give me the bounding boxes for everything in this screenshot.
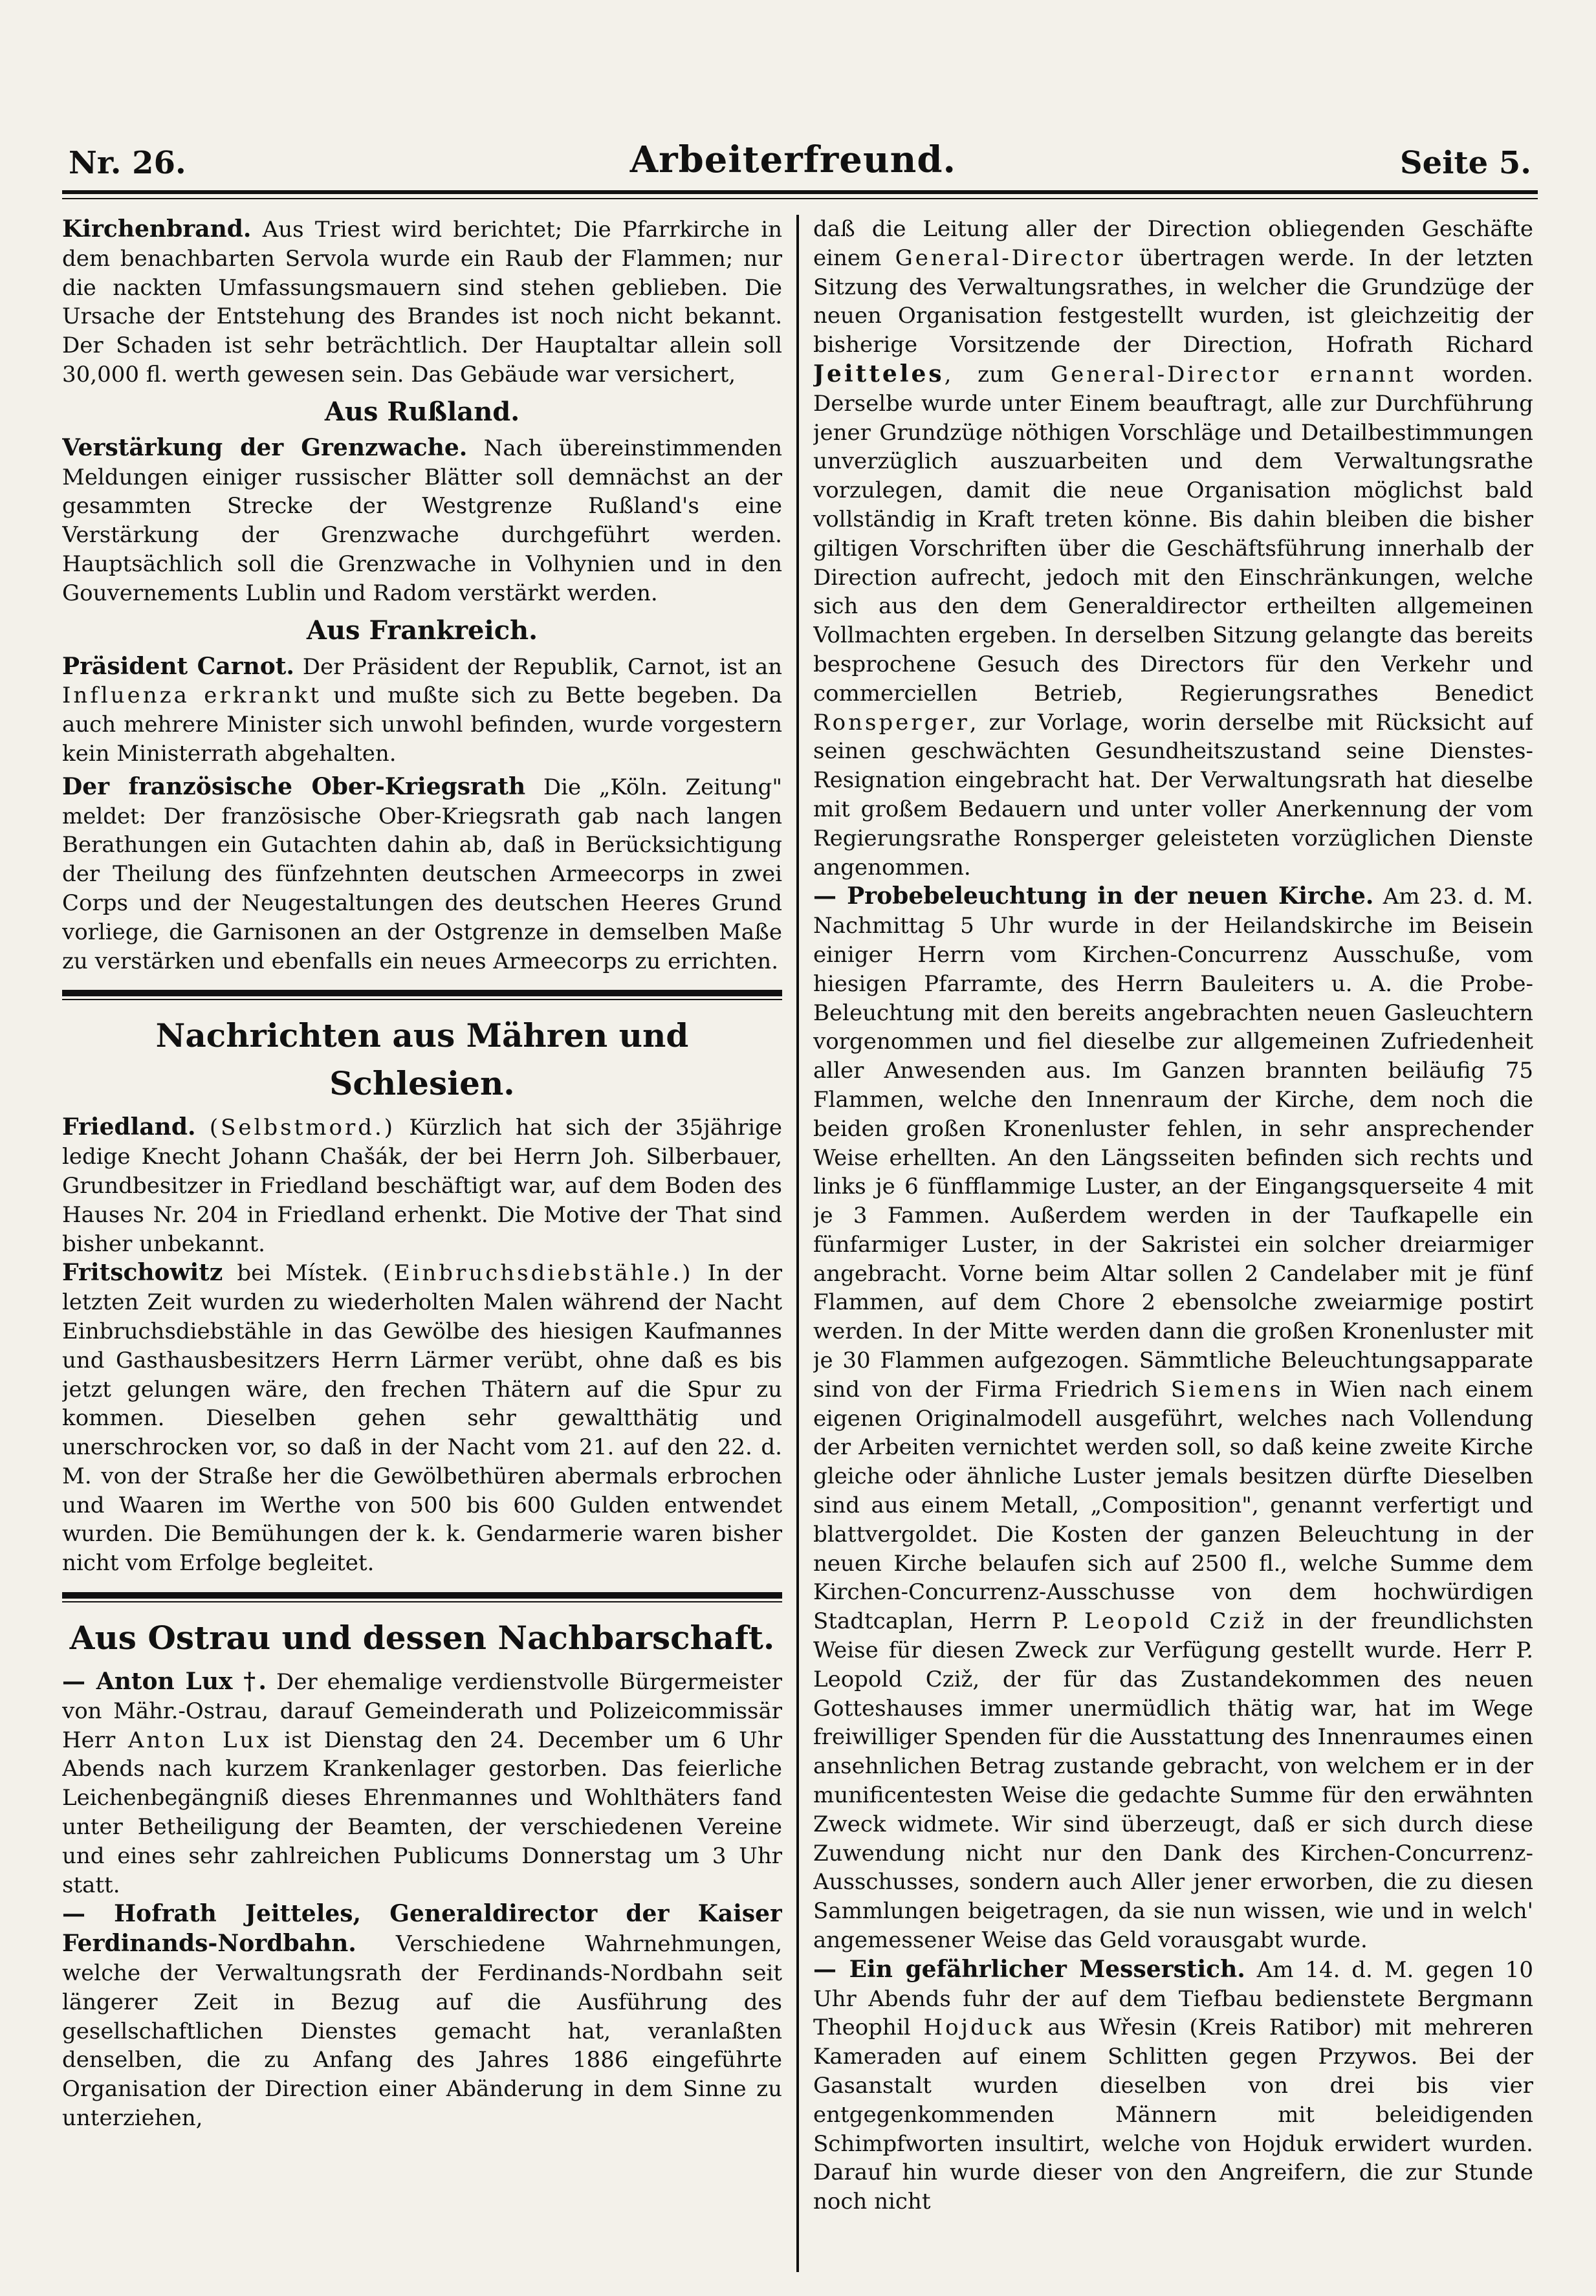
section-rule-thin — [62, 1601, 782, 1602]
article-kirchenbrand — [62, 215, 782, 389]
probe-text-3: in der freundlichsten Weise für diesen Zweck zur Verfügung gestellt wurde. Herr P. Leopold Cziž, der für das Zustandekommen des neuen Gotteshauses immer unermüdlich thätig war, hat im Wege freiwilliger Spenden für die Ausstattung des Innenraumes einen ansehnlichen Betrag zustande gebracht, von welchem er in der munificentesten Weise die gedachte Summe für den erwähnten Zweck widmete. Wir sind überzeugt, daß er sich durch diese Zuwendung nicht nur den Dank des Kirchen-Concurrenz-Ausschusses, sondern auch Aller jener erworben, die zu diesen Sammlungen beigetragen, da sie nun wissen, wie und in welch' angemessener Weise das Geld vorausgabt wurde. — [813, 1608, 1533, 1954]
article-lux — [62, 1667, 782, 1899]
section-rule — [62, 990, 782, 996]
header-rule — [62, 190, 1538, 194]
messer-spaced: Hojduck — [923, 2015, 1035, 2041]
lux-keyword: — Anton Lux †. — [62, 1668, 267, 1696]
fritschowitz-keyword: Fritschowitz — [62, 1259, 223, 1287]
direction-spaced-2: Jeitteles — [813, 360, 945, 388]
lux-text-2: ist Dienstag den 24. December um 6 Uhr Abends nach kurzem Krankenlager gestorben. Das feierliche Leichenbegängniß dieses Ehrenmannes und Wohlthäters fand unter Betheiligung der Beamten, der verschiedenen Vereine und eines sehr zahlreichen Publicums Donnerstag um 3 Uhr statt. — [62, 1727, 782, 1898]
article-fritschowitz — [62, 1258, 782, 1578]
subheading-russland: Aus Rußland. — [324, 396, 520, 427]
kriegsrath-keyword: Der französische Ober-Kriegsrath — [62, 772, 526, 800]
page-header — [62, 110, 1538, 190]
direction-spaced-4: Ronsperger — [813, 709, 970, 736]
article-carnot — [62, 652, 782, 769]
fritschowitz-spaced: (Einbruchsdiebstähle.) — [382, 1260, 694, 1287]
carnot-text-1: Der Präsident der Republik, Carnot, ist an — [302, 653, 782, 680]
direction-text-3: , zum — [944, 361, 1025, 388]
article-direction-continued — [813, 215, 1533, 882]
article-grenzwache — [62, 433, 782, 608]
columns — [62, 215, 1538, 2279]
fritschowitz-text-2: In der letzten Zeit wurden zu wiederholten Malen während der Nacht Einbruchsdiebstähle in das Gewölbe des hiesigen Kaufmannes und Gasthausbesitzers Herrn Lärmer verübt, ohne daß es bis jetzt gelungen wäre, den frechen Thätern auf die Spur zu kommen. Dieselben gehen sehr gewaltthätig und unerschrocken vor, so daß in der Nacht vom 21. auf den 22. d. M. von der Straße her die Gewölbethüren abermals erbrochen und Waaren im Werthe von 500 bis 600 Gulden entwendet wurden. Die Bemühungen der k. k. Gendarmerie waren bisher nicht vom Erfolge begleitet. — [62, 1260, 782, 1577]
direction-text-2: übertragen werde. In der letzten Sitzung des Verwaltungsrathes, in welcher die Grundzüge der neuen Organisation festgestellt wurden, ist gleichzeitig der bisherige Vorsitzende der Direction, Hofrath Richard — [813, 245, 1533, 358]
friedland-text: Kürzlich hat sich der 35jährige ledige Knecht Johann Chašák, der bei Herrn Joh. Silberbauer, Grundbesitzer in Friedland beschäftigt war, auf dem Boden des Hauses Nr. 204 in Friedland erhenkt. Die Motive der That sind bisher unbekannt. — [62, 1115, 782, 1257]
kirchenbrand-text: Aus Triest wird berichtet; Die Pfarrkirche in dem benachbarten Servola wurde ein Raub der Flammen; nur die nackten Umfassungsmauern sind stehen geblieben. Die Ursache der Entstehung des Brandes ist noch nicht bekannt. Der Schaden ist sehr beträchtlich. Der Hauptaltar allein soll 30,000 fl. werth gewesen sein. Das Gebäude war versichert, — [62, 217, 782, 388]
direction-spaced-3: General-Director ernannt — [1050, 361, 1416, 388]
article-messerstich — [813, 1955, 1533, 2216]
fritschowitz-text-1: bei Místek. — [237, 1260, 369, 1287]
grenzwache-text: Nach übereinstimmenden Meldungen einiger russischer Blätter soll demnächst an der gesammten Strecke der Westgrenze Rußland's eine Verstärkung der Grenzwache durchgeführt werden. Hauptsächlich soll die Grenzwache in Volhynien und in den Gouvernements Lublin und Radom verstärkt werden. — [62, 435, 782, 606]
section-heading-ostrau: Aus Ostrau und dessen Nachbarschaft. — [69, 1619, 775, 1657]
probe-text-1: Am 23. d. M. Nachmittag 5 Uhr wurde in der Heilandskirche im Beisein einiger Herrn vom Kirchen-Concurrenz Ausschuße, vom hiesigen Pfarramte, des Herrn Bauleiters u. A. die Probe-Beleuchtung mit den bereits angebrachten neuen Gasleuchtern vorgenommen und fiel dieselbe zur allgemeinen Zufriedenheit aller Anwesenden aus. Im Ganzen brannten beiläufig 75 Flammen, welche den Innenraum der Kirche, dem noch die beiden großen Kronenluster fehlen, in sehr ansprechender Weise erhellten. An den Längsseiten befinden sich rechts und links je 6 fünfflammige Luster, an der Eingangsquerseite 4 mit je 3 Fammen. Außerdem werden in der Taufkapelle ein fünfarmiger Luster, in der Sakristei ein solcher dreiarmiger angebracht. Vorne beim Altar sollen 2 Candelaber mit je fünf Flammen, auf dem Chore 2 ebensolche zweiarmige postirt werden. In der Mitte werden dann die großen Kronenluster mit je 30 Flammen aufgezogen. Sämmtliche Beleuchtungsapparate sind von der Firma Friedrich — [813, 884, 1533, 1403]
messer-text-1: Am 14. d. M. gegen 10 Uhr Abends fuhr der auf dem Tiefbau bedienstete Bergmann Theophil — [813, 1956, 1533, 2041]
carnot-spaced: Influenza erkrankt — [62, 683, 322, 709]
friedland-spaced: (Selbstmord.) — [209, 1115, 396, 1141]
direction-text-1: daß die Leitung aller der Direction obliegenden Geschäfte einem — [813, 216, 1533, 271]
kriegsrath-text: Die „Köln. Zeitung" meldet: Der französische Ober-Kriegsrath gab nach langen Berathungen ein Gutachten dahin ab, daß in Berücksichtigung der Theilung des fünfzehnten deutschen Armeecorps in zwei Corps und der Neugestaltungen des deutschen Heeres Grund vorliege, die Garnisonen an der Ostgrenze in demselben Maße zu verstärken und ebenfalls ein neues Armeecorps zu errichten. — [62, 774, 782, 974]
friedland-keyword: Friedland. — [62, 1113, 196, 1141]
left-column — [62, 215, 782, 2279]
page-number: Seite 5. — [1400, 145, 1531, 181]
probe-spaced-1: Siemens — [1170, 1376, 1284, 1403]
section-rule-thin — [62, 999, 782, 1000]
article-friedland — [62, 1113, 782, 1258]
column-divider — [796, 215, 799, 2272]
issue-number: Nr. 26. — [69, 145, 186, 181]
subheading-frankreich: Aus Frankreich. — [306, 615, 538, 646]
probe-text-2: in Wien nach einem eigenen Originalmodell ausgeführt, welches nach Vollendung der Arbeiten vernichtet werden soll, so daß keine zweite Kirche gleiche oder ähnliche Luster jemals besitzen dürfte Dieselben sind aus einem Metall, „Composition", genannt verfertigt und blattvergoldet. Die Kosten der ganzen Beleuchtung in der neuen Kirche belaufen sich auf 2500 fl., welche Summe dem Kirchen-Concurrenz-Ausschusse von dem hochwürdigen Stadtcaplan, Herrn P. — [813, 1376, 1533, 1635]
messer-text-2: aus Wřesin (Kreis Ratibor) mit mehreren Kameraden auf einem Schlitten gegen Przywos. Bei der Gasanstalt wurden dieselben von drei bis vier entgegenkommenden Männern mit beleidigenden Schimpfworten insultirt, welche von Hojduk erwidert wurden. Darauf hin wurde dieser von den Angreifern, die zur Stunde noch nicht — [813, 2015, 1533, 2215]
jeitteles-keyword: — Hofrath Jeitteles, Generaldirector der Kaiser Ferdinands-Nordbahn. — [62, 1900, 782, 1958]
kirchenbrand-keyword: Kirchenbrand. — [62, 215, 252, 243]
probe-keyword: — Probebeleuchtung in der neuen Kirche. — [813, 882, 1374, 910]
section-heading-maehren: Nachrichten aus Mähren und Schlesien. — [155, 1016, 689, 1103]
messer-keyword: — Ein gefährlicher Messerstich. — [813, 1955, 1245, 1983]
article-jeitteles — [62, 1899, 782, 2132]
masthead-title: Arbeiterfreund. — [629, 138, 957, 181]
article-kriegsrath — [62, 772, 782, 976]
direction-text-4: worden. Derselbe wurde unter Einem beauftragt, alle zur Durchführung jener Grundzüge nöthigen Vorschläge und Detailbestimmungen unverzüglich auszuarbeiten und dem Verwaltungsrathe vorzulegen, damit die neue Organisation möglichst bald vollständig in Kraft treten könne. Bis dahin bleiben die bisher giltigen Vorschriften über die Geschäftsführung innerhalb der Direction aufrecht, jedoch mit den Einschränkungen, welche sich aus den dem Generaldirector ertheilten allgemeinen Vollmachten ergeben. In derselben Sitzung gelangte das bereits besprochene Gesuch des Directors für den Verkehr und commerciellen Betrieb, Regierungsrathes Benedict — [813, 361, 1533, 706]
lux-text-1: Der ehemalige verdienstvolle Bürgermeister von Mähr.-Ostrau, darauf Gemeinderath und Polizeicommissär Herr — [62, 1669, 782, 1753]
direction-spaced-1: General-Director — [895, 245, 1126, 271]
right-column — [813, 215, 1533, 2279]
carnot-text-2: und mußte sich zu Bette begeben. Da auch mehrere Minister sich unwohl befinden, wurde vorgestern kein Ministerrath abgehalten. — [62, 683, 782, 767]
jeitteles-text: Verschiedene Wahrnehmungen, welche der Verwaltungsrath der Ferdinands-Nordbahn seit längerer Zeit in Bezug auf die Ausführung des gesellschaftlichen Dienstes gemacht hat, veranlaßten denselben, die zu Anfang des Jahres 1886 eingeführte Organisation der Direction einer Abänderung in dem Sinne zu unterziehen, — [62, 1931, 782, 2132]
section-rule — [62, 1592, 782, 1599]
article-probebeleuchtung — [813, 882, 1533, 1954]
lux-spaced: Anton Lux — [127, 1727, 272, 1753]
header-rule-thin — [62, 198, 1538, 199]
direction-text-5: , zur Vorlage, worin derselbe mit Rücksicht auf seinen geschwächten Gesundheitszustand seine Dienstes-Resignation eingebracht hat. Der Verwaltungsrath hat dieselbe mit großem Bedauern und unter voller Anerkennung der vom Regierungsrathe Ronsperger geleisteten vorzüglichen Dienste angenommen. — [813, 709, 1533, 880]
probe-spaced-2: Leopold Cziž — [1084, 1608, 1267, 1635]
carnot-keyword: Präsident Carnot. — [62, 652, 294, 680]
grenzwache-keyword: Verstärkung der Grenzwache. — [62, 433, 468, 461]
